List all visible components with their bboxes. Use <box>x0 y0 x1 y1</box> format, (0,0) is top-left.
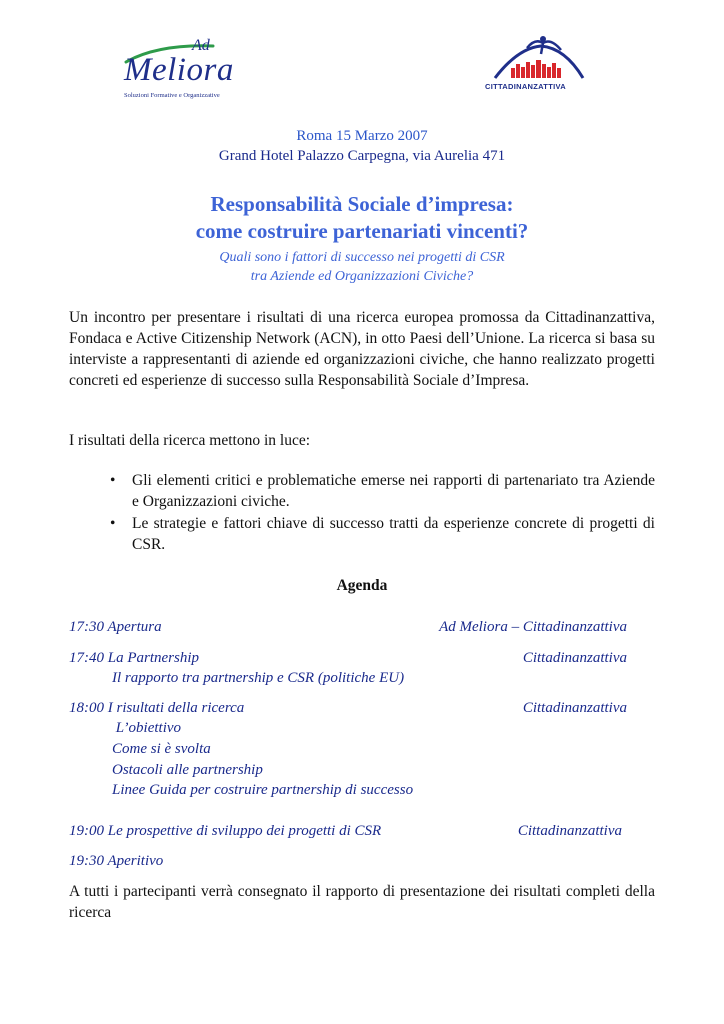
logo-meliora-text: Meliora <box>124 52 234 88</box>
agenda-item-prospettive: 19:00 Le prospettive di sviluppo dei progetti di CSR <box>69 823 382 839</box>
agenda-subitem: Come si è svolta <box>112 741 211 757</box>
agenda-item-partnership: 17:40 La Partnership <box>69 650 200 666</box>
agenda-heading: Agenda <box>336 577 388 594</box>
agenda-item-aperitivo: 19:30 Aperitivo <box>69 853 164 869</box>
logo-tagline: Soluzioni Formative e Organizzative <box>124 92 220 99</box>
highlights-intro: I risultati della ricerca mettono in luce: <box>69 432 311 449</box>
agenda-speaker-risultati: Cittadinanzattiva <box>522 700 627 716</box>
agenda-subitem: Il rapporto tra partnership e CSR (politiche EU) <box>112 670 405 686</box>
agenda-speaker-apertura: Ad Meliora – Cittadinanzattiva <box>439 619 627 635</box>
cittadinanzattiva-logo <box>483 34 593 96</box>
intro-paragraph: Un incontro per presentare i risultati di una ricerca europea promossa da Cittadinanzattiva, Fondaca e Active Citizenship Network (ACN), in otto Paesi dell’Unione. La ricerca si basa su interviste a rappresentanti di aziende ed organizzazioni civiche, che hanno realizzato progetti concreti ed esperienze di successo sulla Responsabilità Sociale d’Impresa. <box>69 309 655 389</box>
closing-paragraph: A tutti i partecipanti verrà consegnato il rapporto di presentazione dei risultati completi della ricerca <box>69 883 655 921</box>
subtitle-line-1: Quali sono i fattori di successo nei progetti di CSR <box>219 250 505 265</box>
agenda-speaker-partnership: Cittadinanzattiva <box>522 650 627 666</box>
agenda-item-risultati: 18:00 I risultati della ricerca <box>69 700 245 716</box>
list-item-text: Le strategie e fattori chiave di successo tratti da esperienze concrete di progetti di CSR. <box>132 515 655 553</box>
ad-meliora-logo <box>118 36 243 106</box>
bullet-icon: • <box>110 515 116 532</box>
logo-cittadinanzattiva-text: CITTADINANZATTIVA <box>485 82 566 91</box>
agenda-subitem: Linee Guida per costruire partnership di successo <box>112 782 414 798</box>
event-date: Roma 15 Marzo 2007 <box>296 128 428 144</box>
logo-ad-text: Ad <box>192 37 210 54</box>
bullet-icon: • <box>110 472 116 489</box>
list-item <box>110 513 655 555</box>
agenda-speaker-prospettive: Cittadinanzattiva <box>517 823 622 839</box>
title-line-1: Responsabilità Sociale d’impresa: <box>210 192 514 216</box>
agenda-subitem: L’obiettivo <box>112 720 182 736</box>
title-line-2: come costruire partenariati vincenti? <box>195 219 529 243</box>
event-venue: Grand Hotel Palazzo Carpegna, via Aurelia 471 <box>218 148 506 164</box>
list-item <box>110 470 655 512</box>
agenda-subitem: Ostacoli alle partnership <box>112 762 263 778</box>
highlights-list <box>110 470 655 556</box>
agenda-item-apertura: 17:30 Apertura <box>69 619 162 635</box>
list-item-text: Gli elementi critici e problematiche emerse nei rapporti di partenariato tra Aziende e Organizzazioni civiche. <box>132 472 655 510</box>
subtitle-line-2: tra Aziende ed Organizzazioni Civiche? <box>250 269 474 284</box>
